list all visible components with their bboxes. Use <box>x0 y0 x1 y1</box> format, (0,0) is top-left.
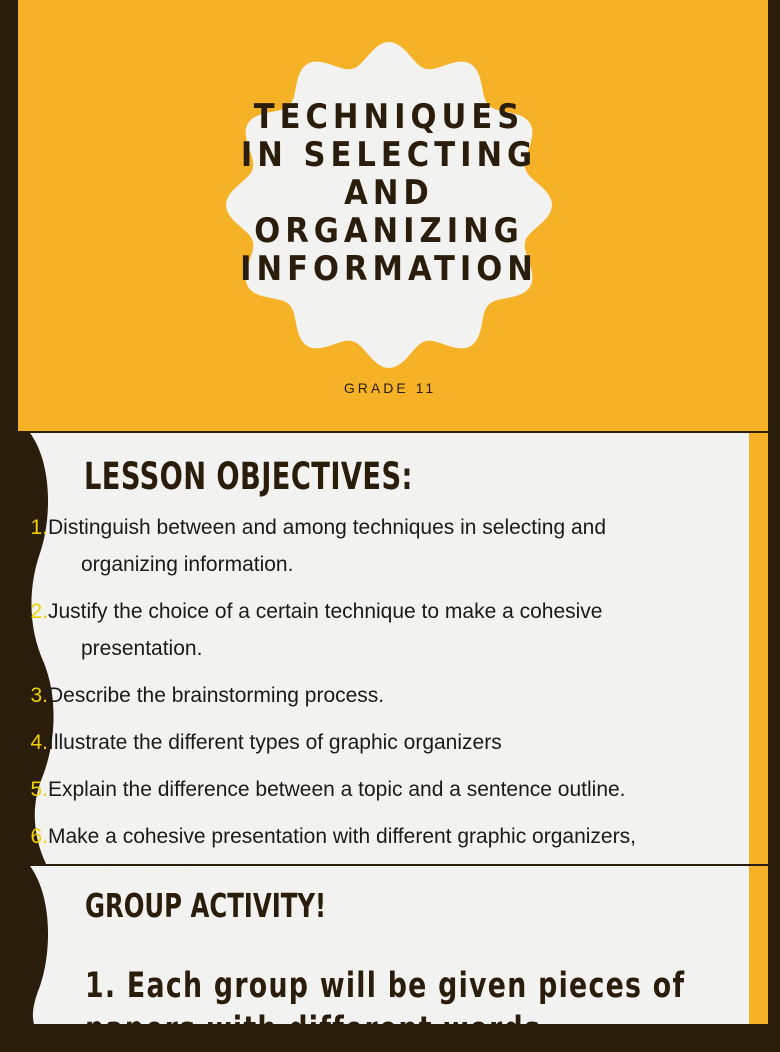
title-line: TECHNIQUES <box>253 97 525 137</box>
slide-subtitle: GRADE 11 <box>343 380 437 396</box>
activity-line: 1. Each group will be given pieces of <box>85 966 686 1006</box>
item-text <box>48 771 626 808</box>
activity-text <box>85 964 685 1052</box>
item-line: presentation. <box>81 637 203 660</box>
objectives-list <box>0 509 750 902</box>
item-line: Justify the choice of a certain technique to make a cohesive <box>48 600 603 623</box>
item-number: 5. <box>30 778 48 801</box>
item-line: Make a cohesive presentation with different graphic organizers, <box>48 825 636 848</box>
item-number: 2. <box>30 600 48 623</box>
slide-title <box>222 98 556 288</box>
wavy-left-border <box>0 866 60 1024</box>
activity-slide <box>0 866 768 1050</box>
left-accent-strip <box>0 0 18 431</box>
title-line: INFORMATION <box>240 249 538 289</box>
item-line: organizing information. <box>81 553 294 576</box>
item-line: Illustrate the different types of graphic organizers <box>48 731 502 754</box>
item-number: 4. <box>30 731 48 754</box>
right-accent-strip <box>749 433 768 864</box>
title-slide <box>0 0 768 431</box>
item-line: Explain the difference between a topic and a sentence outline. <box>48 778 626 801</box>
objectives-slide <box>0 433 768 864</box>
item-text <box>48 724 502 761</box>
item-text <box>48 509 606 583</box>
list-item <box>0 593 750 667</box>
title-line: IN SELECTING <box>240 135 538 175</box>
title-line: AND <box>344 173 434 213</box>
activity-line: papers with different words <box>85 1010 542 1050</box>
activity-heading: GROUP ACTIVITY! <box>85 886 327 925</box>
item-number: 6. <box>30 825 48 848</box>
list-item <box>0 677 750 714</box>
right-accent-strip <box>749 866 768 1024</box>
list-item <box>0 724 750 761</box>
objectives-heading: LESSON OBJECTIVES: <box>84 455 413 498</box>
item-line: Distinguish between and among techniques in selecting and <box>48 516 607 539</box>
title-line: ORGANIZING <box>254 211 524 251</box>
item-line: Describe the brainstorming process. <box>48 684 385 707</box>
list-item <box>0 771 750 808</box>
item-text <box>48 677 384 714</box>
item-text <box>48 593 602 667</box>
list-item <box>0 509 750 583</box>
item-number: 1. <box>30 516 48 539</box>
item-number: 3. <box>30 684 48 707</box>
